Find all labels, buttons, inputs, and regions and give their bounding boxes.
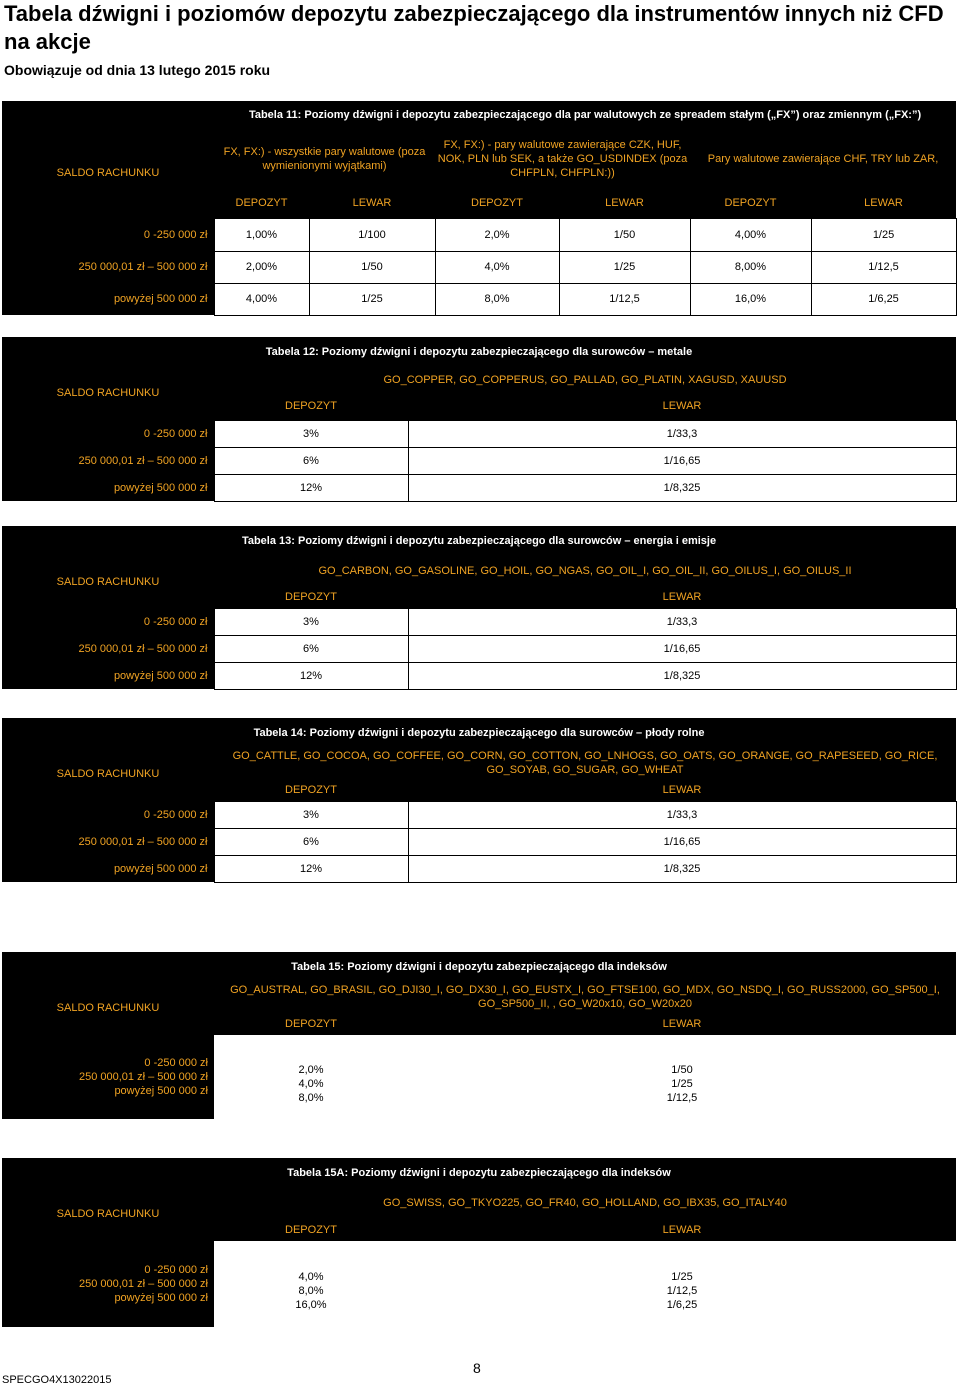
column-header-depozyt: DEPOZYT: [214, 393, 408, 420]
cell: 16,0%: [690, 283, 811, 315]
cell: 1/50: [309, 251, 435, 283]
column-header-depozyt: DEPOZYT: [214, 586, 408, 608]
cell: 1,00%: [214, 218, 309, 251]
cell: 2,0%: [435, 218, 559, 251]
document-code: SPECGO4X13022015: [2, 1374, 112, 1386]
table-row: [2, 218, 956, 251]
group-header: FX, FX:) - pary walutowe zawierające CZK, HUF, NOK, PLN lub SEK, a także GO_USDINDEX (poza CHFPLN, CHFPLN:)): [435, 128, 690, 189]
cell: 1/25: [811, 218, 956, 251]
saldo-header: SALDO RACHUNKU: [2, 128, 214, 218]
cell: 16,0%: [295, 1299, 327, 1311]
column-header: DEPOZYT: [690, 189, 811, 218]
table-caption: Tabela 14: Poziomy dźwigni i depozytu zabezpieczającego dla surowców – płody rolne: [2, 718, 956, 747]
page-number: 8: [473, 1360, 481, 1376]
cell: 1/25: [671, 1078, 693, 1090]
table-row: [2, 801, 956, 828]
instruments-header: GO_AUSTRAL, GO_BRASIL, GO_DJI30_I, GO_DX30_I, GO_EUSTX_I, GO_FTSE100, GO_MDX, GO_NSDQ_I, GO_RUSS2000, GO_SP500_I, GO_SP500_II, , GO_W20x10, GO_W20x20: [214, 981, 956, 1013]
row-label: 250 000,01 zł – 500 000 zł: [2, 251, 214, 283]
column-header: DEPOZYT: [214, 189, 309, 218]
saldo-header: SALDO RACHUNKU: [2, 981, 214, 1035]
cell: 1/33,3: [408, 420, 956, 447]
cell: 1/8,325: [408, 474, 956, 501]
cell: 1/12,5: [811, 251, 956, 283]
table-13: [2, 526, 957, 690]
saldo-header: SALDO RACHUNKU: [2, 1187, 214, 1241]
cell: 1/12,5: [666, 1285, 698, 1297]
row-label: powyżej 500 000 zł: [2, 662, 214, 689]
cell: 2,00%: [214, 251, 309, 283]
table-row: [2, 662, 956, 689]
column-header-depozyt: DEPOZYT: [214, 1219, 408, 1241]
cell: 8,00%: [690, 251, 811, 283]
cell: 1/16,65: [408, 447, 956, 474]
instruments-header: GO_COPPER, GO_COPPERUS, GO_PALLAD, GO_PLATIN, XAGUSD, XAUUSD: [214, 366, 956, 393]
cell: 1/50: [671, 1064, 693, 1076]
page-title: Tabela dźwigni i poziomów depozytu zabezpieczającego dla instrumentów innych niż CFD na akcje: [4, 1, 944, 54]
group-header: FX, FX:) - wszystkie pary walutowe (poza wymienionymi wyjątkami): [214, 128, 435, 189]
column-header-lewar: LEWAR: [408, 1013, 956, 1035]
cell: 4,00%: [690, 218, 811, 251]
cell: 4,0%: [435, 251, 559, 283]
cell: 12%: [214, 855, 408, 882]
column-header: LEWAR: [811, 189, 956, 218]
table-caption: Tabela 13: Poziomy dźwigni i depozytu zabezpieczającego dla surowców – energia i emisje: [2, 526, 956, 555]
column-header-depozyt: DEPOZYT: [214, 1013, 408, 1035]
cell: 1/6,25: [811, 283, 956, 315]
table-row: [2, 828, 956, 855]
row-label: 0 -250 000 zł: [2, 608, 214, 635]
saldo-header: SALDO RACHUNKU: [2, 366, 214, 420]
instruments-header: GO_CARBON, GO_GASOLINE, GO_HOIL, GO_NGAS, GO_OIL_I, GO_OIL_II, GO_OILUS_I, GO_OILUS_II: [214, 555, 956, 586]
cell: 4,0%: [298, 1078, 324, 1090]
table-row: [2, 855, 956, 882]
lewar-column: [408, 1241, 956, 1327]
cell: 6%: [214, 828, 408, 855]
row-label: powyżej 500 000 zł: [2, 855, 214, 882]
row-label: powyżej 500 000 zł: [114, 1292, 208, 1304]
table-row: [2, 474, 956, 501]
lewar-column: [408, 1035, 956, 1119]
cell: 8,0%: [298, 1285, 324, 1297]
cell: 4,00%: [214, 283, 309, 315]
table-12: [2, 337, 957, 502]
cell: 3%: [214, 420, 408, 447]
row-label: 250 000,01 zł – 500 000 zł: [2, 447, 214, 474]
cell: 1/16,65: [408, 828, 956, 855]
column-header: LEWAR: [309, 189, 435, 218]
cell: 3%: [214, 801, 408, 828]
table-15: [2, 952, 956, 1119]
cell: 6%: [214, 447, 408, 474]
row-label: 0 -250 000 zł: [144, 1057, 208, 1069]
table-row: [2, 283, 956, 315]
column-header-lewar: LEWAR: [408, 1219, 956, 1241]
group-header: Pary walutowe zawierające CHF, TRY lub ZAR,: [690, 128, 956, 189]
row-labels: [2, 1241, 214, 1327]
cell: 1/8,325: [408, 855, 956, 882]
column-header: DEPOZYT: [435, 189, 559, 218]
table-caption: Tabela 11: Poziomy dźwigni i depozytu zabezpieczającego dla par walutowych ze spreadem stałym („FX”) oraz zmiennym („FX:”): [214, 101, 956, 128]
cell: 1/12,5: [559, 283, 690, 315]
table-15a: [2, 1158, 956, 1327]
column-header-lewar: LEWAR: [408, 586, 956, 608]
cell: 1/6,25: [666, 1299, 698, 1311]
cell: 1/12,5: [666, 1092, 698, 1104]
cell: 2,0%: [298, 1064, 324, 1076]
row-label: 250 000,01 zł – 500 000 zł: [78, 1278, 208, 1290]
row-label: 0 -250 000 zł: [2, 801, 214, 828]
cell: 1/100: [309, 218, 435, 251]
cell: 1/25: [671, 1271, 693, 1283]
column-header-depozyt: DEPOZYT: [214, 779, 408, 801]
cell: 8,0%: [435, 283, 559, 315]
table-caption: Tabela 15A: Poziomy dźwigni i depozytu zabezpieczającego dla indeksów: [2, 1158, 956, 1187]
row-label: 250 000,01 zł – 500 000 zł: [2, 635, 214, 662]
cell: 1/33,3: [408, 608, 956, 635]
cell: 1/25: [559, 251, 690, 283]
column-header-lewar: LEWAR: [408, 779, 956, 801]
table-caption: Tabela 15: Poziomy dźwigni i depozytu zabezpieczającego dla indeksów: [2, 952, 956, 981]
instruments-header: GO_SWISS, GO_TKYO225, GO_FR40, GO_HOLLAND, GO_IBX35, GO_ITALY40: [214, 1187, 956, 1219]
row-label: 250 000,01 zł – 500 000 zł: [2, 828, 214, 855]
depozyt-column: [214, 1035, 408, 1119]
cell: 4,0%: [298, 1271, 324, 1283]
row-labels: [2, 1035, 214, 1119]
row-label: 0 -250 000 zł: [2, 420, 214, 447]
saldo-header: SALDO RACHUNKU: [2, 747, 214, 801]
table-14: [2, 718, 957, 883]
cell: 1/16,65: [408, 635, 956, 662]
table-row: [2, 635, 956, 662]
cell: 6%: [214, 635, 408, 662]
cell: 1/33,3: [408, 801, 956, 828]
table-row: [2, 420, 956, 447]
column-header-lewar: LEWAR: [408, 393, 956, 420]
row-label: 250 000,01 zł – 500 000 zł: [78, 1071, 208, 1083]
row-label: 0 -250 000 zł: [2, 218, 214, 251]
cell: 1/25: [309, 283, 435, 315]
row-label: 0 -250 000 zł: [144, 1264, 208, 1276]
cell: 12%: [214, 474, 408, 501]
cell: 1/50: [559, 218, 690, 251]
row-label: powyżej 500 000 zł: [2, 283, 214, 315]
table-11: [2, 101, 957, 316]
cell: 12%: [214, 662, 408, 689]
instruments-header: GO_CATTLE, GO_COCOA, GO_COFFEE, GO_CORN, GO_COTTON, GO_LNHOGS, GO_OATS, GO_ORANGE, GO_RAPESEED, GO_RICE, GO_SOYAB, GO_SUGAR, GO_WHEAT: [214, 747, 956, 779]
row-label: powyżej 500 000 zł: [2, 474, 214, 501]
depozyt-column: [214, 1241, 408, 1327]
row-label: powyżej 500 000 zł: [114, 1085, 208, 1097]
column-header: LEWAR: [559, 189, 690, 218]
cell: 3%: [214, 608, 408, 635]
table-row: [2, 608, 956, 635]
table-row: [2, 251, 956, 283]
table-row: [2, 447, 956, 474]
cell: 1/8,325: [408, 662, 956, 689]
table-caption: Tabela 12: Poziomy dźwigni i depozytu zabezpieczającego dla surowców – metale: [2, 337, 956, 366]
cell: 8,0%: [298, 1092, 324, 1104]
saldo-header: SALDO RACHUNKU: [2, 555, 214, 608]
page-subtitle: Obowiązuje od dnia 13 lutego 2015 roku: [4, 62, 271, 78]
